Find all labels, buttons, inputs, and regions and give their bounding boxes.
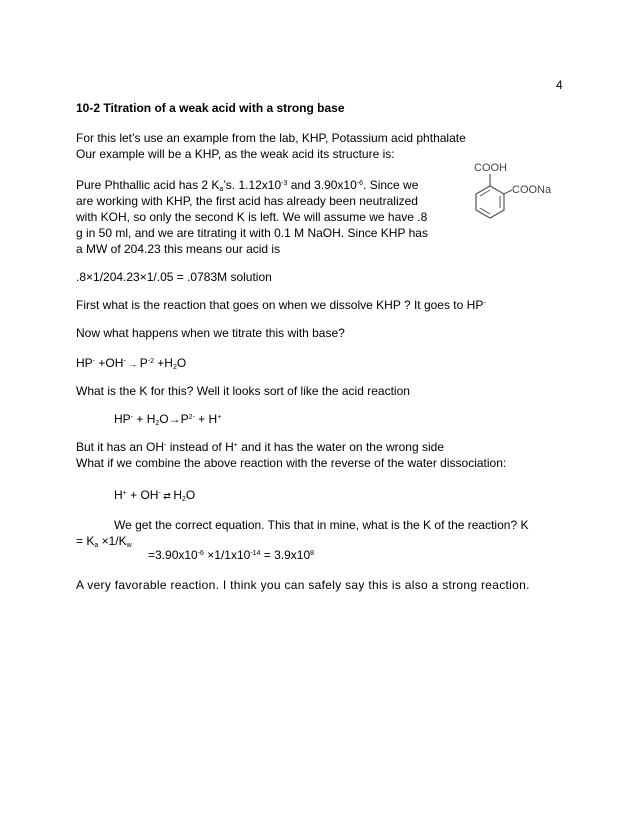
but-a-sup: - [164,442,167,449]
r1-b-sup: - [123,358,126,365]
r2-d: + H [194,412,218,426]
reaction-2 [114,412,221,426]
ka-text-a: Pure Phthallic acid has 2 K [76,178,220,192]
k-b: ×1/1x10 [203,548,251,562]
r1-e: O [176,356,187,370]
para-line-2: are working with KHP, the first acid has already been neutralized [76,194,418,208]
question-dissolve-text: First what is the reaction that goes on when we dissolve KHP ? It goes to HP [76,298,484,312]
r3-b: + OH [126,488,159,502]
para-line-4: g in 50 ml, and we are titrating it with 0.1 M NaOH. Since KHP has [76,226,428,240]
c2-b: ×1/K [98,534,127,548]
r1-c-sup: -2 [147,358,154,365]
calc-k [148,548,314,562]
question-dissolve [76,298,486,312]
but-b: instead of H [166,440,234,454]
ka-sub: a [219,186,224,193]
line-but [76,440,444,454]
but-a: But it has an OH [76,440,165,454]
r2-c: O→P [159,412,189,426]
k-b-sup: -14 [250,550,261,557]
r3-a-sup: + [122,490,127,497]
r3-d: O [185,488,196,502]
ka-text-b: ’s. 1.12x10 [223,178,282,192]
calc-molarity: .8×1/204.23×1/.05 = .0783M solution [76,270,272,284]
r2-d-sup: + [217,414,222,421]
cooh-label: COOH [474,162,507,174]
ka-text-d: . Since we [363,178,419,192]
r2-a-sup: - [130,414,134,421]
r3-a: H [114,488,123,502]
ka-exp1: -3 [281,180,288,187]
correct-line-1: We get the correct equation. This that in mine, what is the K of the reaction? K [114,518,529,532]
r1-d-sub: 2 [172,364,177,371]
conclusion: A very favorable reaction. I think you can safely say this is also a strong reaction. [76,578,530,592]
c2-sub2: w [126,542,132,549]
r3-c-sub: 2 [182,496,186,503]
r1-a-sup: - [92,358,96,365]
k-c: = 3.9x10 [260,548,311,562]
k-a-sup: -6 [197,550,204,557]
ka-text-c: and 3.90x10 [287,178,357,192]
but-b-sup: + [233,442,238,449]
ka-line [76,178,418,192]
r3-arrow: ⇄ [160,491,174,501]
r3-c: H [173,488,183,502]
r1-c: P [139,356,148,370]
r1-d: +H [153,356,173,370]
ka-exp2: -6 [356,180,364,187]
r1-arrow: → [125,359,140,369]
page-number: 4 [556,78,563,92]
c2-a: = K [76,534,95,548]
question-dissolve-sup: - [483,300,486,307]
line-what-if: What if we combine the above reaction with the reverse of the water dissociation: [76,456,507,470]
r2-a: HP [114,412,131,426]
section-heading: 10-2 Titration of a weak acid with a strong base [76,101,345,115]
reaction-1 [76,356,186,371]
but-c: and it has the water on the wrong side [237,440,444,454]
r2-b: + H [133,412,156,426]
k-c-sup: 8 [310,550,315,557]
r1-b: +OH [95,356,124,370]
reaction-3 [114,488,195,503]
para-line-5: a MW of 204.23 this means our acid is [76,242,281,256]
question-titrate: Now what happens when we titrate this with base? [76,326,345,340]
r3-b-sup: - [158,490,161,497]
k-a: =3.90x10 [148,548,198,562]
intro-line-2: Our example will be a KHP, as the weak acid its structure is: [76,147,395,161]
para-line-3: with KOH, so only the second K is left. We will assume we have .8 [76,210,428,224]
c2-sub: a [94,542,99,549]
coona-label: COONa [512,184,552,196]
intro-line-1: For this let’s use an example from the lab, KHP, Potassium acid phthalate [76,131,466,145]
question-k: What is the K for this? Well it looks sort of like the acid reaction [76,384,410,398]
correct-line-2 [76,534,132,548]
khp-structure [456,158,566,238]
r2-b-sub: 2 [155,420,160,427]
r1-a: HP [76,356,93,370]
r2-c-sup: 2- [188,414,195,421]
benzene-ring-icon [456,158,566,238]
